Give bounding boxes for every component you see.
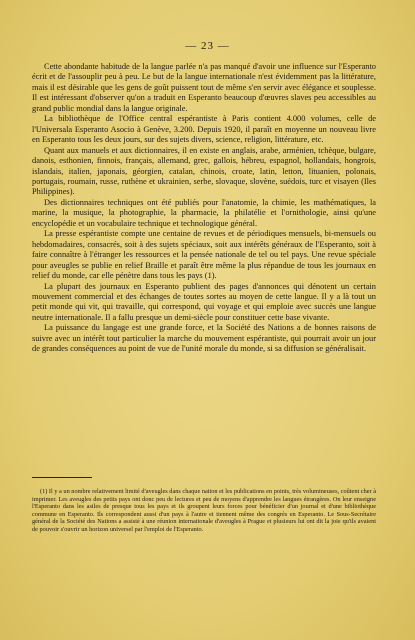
paragraph-press: La presse espérantiste compte une centaine de revues et de périodiques mensuels, bi-mensuels ou hebdomadaires, consacrés, soit à des sujets spéciaux, soit aux intérêts généraux de l'Esperanto, soit à faire connaître à l'étranger les ressources et la pensée nationale de tel ou tel pays. Une revue spéciale pour aveugles se publie en relief Braille et paraît être même la plus répandue de tous les journaux en relief du monde, car elle pénètre dans tous les pays (1).	[32, 229, 376, 281]
paragraph-library: La bibliothèque de l'Office central espérantiste à Paris contient 4.000 volumes, celle de l'Universala Esperanto Asocio à Genève, 3.200. Depuis 1920, il paraît en moyenne un nouveau livre en Esperanto tous les deux jours, sur des sujets divers, science, religion, littérature, etc.	[32, 114, 376, 145]
footnotes	[32, 488, 376, 533]
paragraph-manuals: Quant aux manuels et aux dictionnaires, il en existe en anglais, arabe, arménien, tchèque, bulgare, danois, esthonien, finnois, français, allemand, grec, gallois, hébreu, espagnol, hollandais, hongrois, islandais, italien, japonais, géorgien, catalan, chinois, croate, latin, letton, lituanien, polonais, portugais, roumain, russe, ruthène et ukrainien, serbe, slovaque, slovène, suédois, turc et visayen (Iles Philippines).	[32, 145, 376, 197]
paragraph-conclusion: La puissance du langage est une grande force, et la Société des Nations a de bonnes raisons de suivre avec un intérêt tout particulier la marche du mouvement espérantiste, qui pourrait avoir un jour de grandes conséquences au point de vue de l'unité morale du monde, si sa diffusion se généralisait.	[32, 323, 376, 354]
body-text	[32, 62, 376, 355]
paragraph-announcements: La plupart des journaux en Esperanto publient des pages d'annonces qui dénotent un certain mouvement commercial et des échanges de toutes sortes au moyen de cette langue. Il y a là tout un petit monde qui vit, qui travaille, qui correspond, qui voyage et qui emploie avec succès une langue neutre internationale. Il a fallu presque un demi-siècle pour constituer cette base vivante.	[32, 281, 376, 322]
footnote-divider	[32, 477, 92, 478]
paragraph-technical-dictionaries: Des dictionnaires techniques ont été publiés pour l'anatomie, la chimie, les mathématiques, la marine, la musique, la photographie, la pharmacie, la philatélie et l'ornithologie, ainsi qu'une encyclopédie et un vocabulaire technique et technologique général.	[32, 197, 376, 228]
page-number: — 23 —	[185, 40, 230, 52]
paragraph-influence: Cette abondante habitude de la langue parlée n'a pas manqué d'avoir une influence sur l'Esperanto écrit et de l'assouplir peu à peu. Le but de la langue internationale n'est évidemment pas la littérature, mais il est désirable que les gens de goût puissent tout de même s'en servir avec élégance et souplesse. Il est intéressant d'observer qu'on a traduit en Esperanto beaucoup d'œuvres slaves peu accessibles au grand public mondial dans la langue originale.	[32, 62, 376, 113]
footnote-1: (1) Il y a un nombre relativement limité d'aveugles dans chaque nation et les publications en points, très volumineuses, coûtent cher à imprimer. Les aveugles des petits pays ont donc peu de lectures et peu de moyens d'apprendre les langues étrangères. On leur enseigne l'Esperanto dans les asiles de presque tous les pays et ils groupent leurs forces pour bénéficier d'un journal et d'une bibliothèque commune en Esperanto. Ils correspondent aussi d'un pays à l'autre et tiennent même des congrès en Esperanto. Le Sous-Secrétaire général de la Société des Nations a assisté à une réunion internationale d'aveugles à Prague et plusieurs lui ont dit la joie qu'ils avaient de pouvoir s'ouvrir un horizon universel par l'emploi de l'Esperanto.	[32, 488, 376, 533]
